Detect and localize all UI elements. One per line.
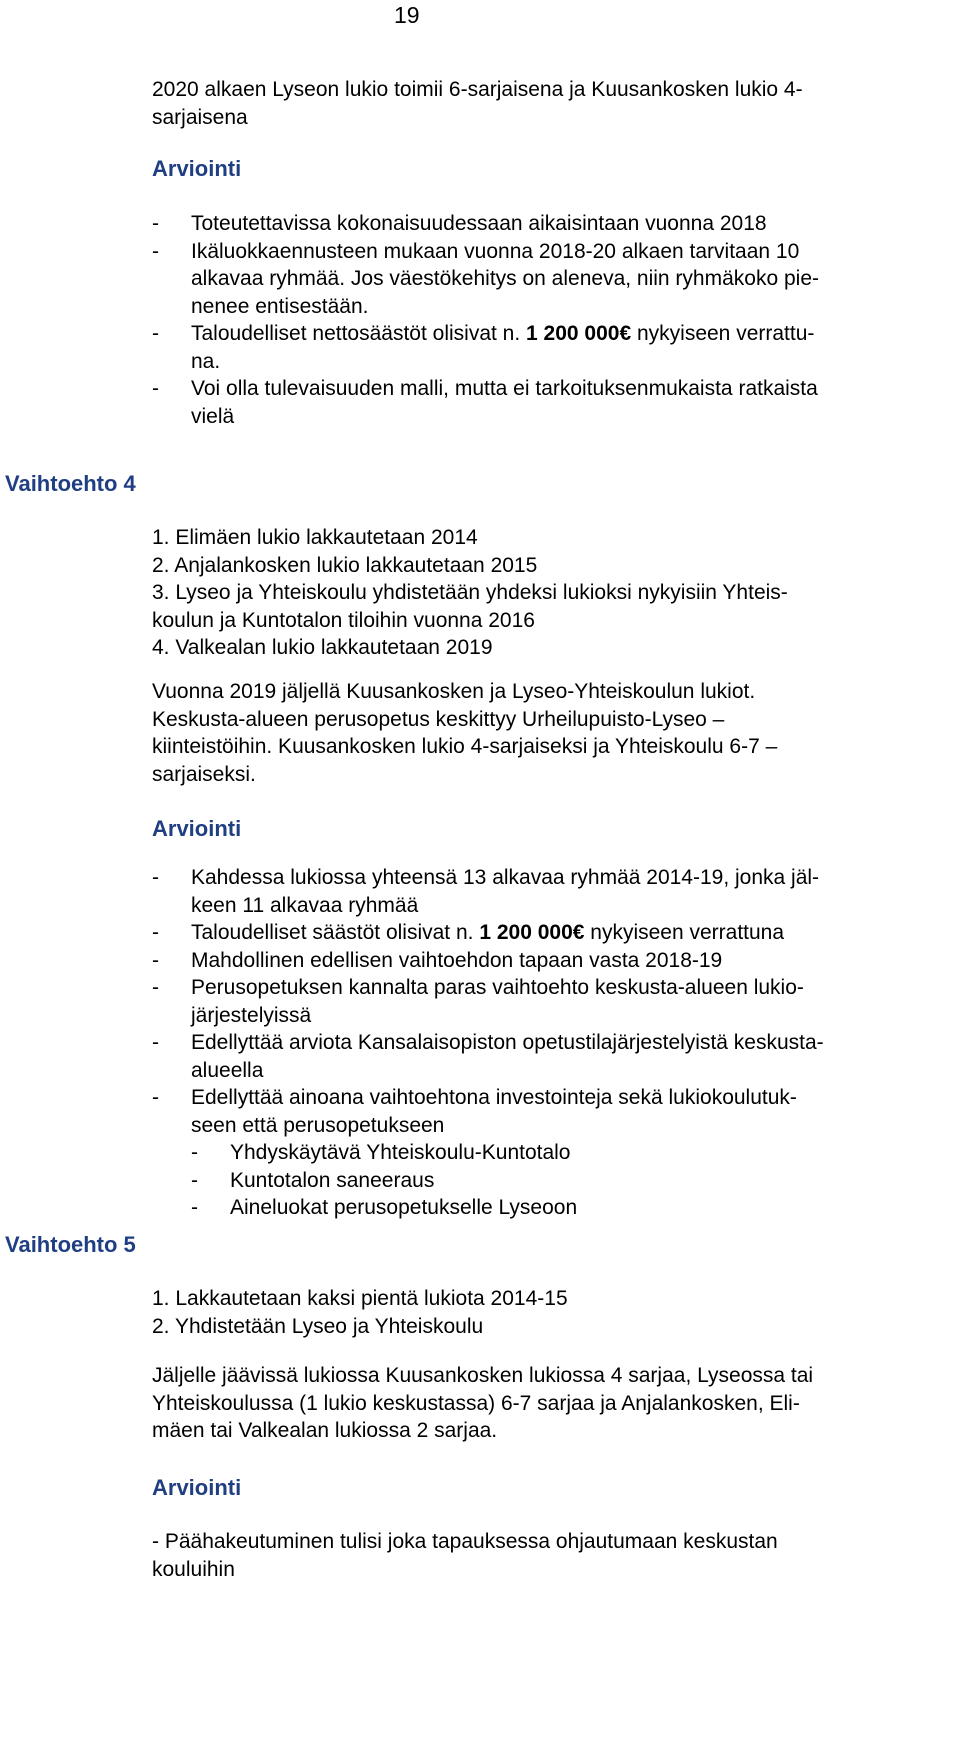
numbered-item: 3. Lyseo ja Yhteiskoulu yhdistetään yhdeksi lukioksi nykyisiin Yhteis-: [152, 581, 788, 604]
paragraph-line: - Päähakeutuminen tulisi joka tapauksessa ohjautumaan keskustan: [152, 1530, 778, 1553]
dash-bullet: -: [152, 921, 159, 944]
sub-list-item: [152, 1167, 942, 1195]
arviointi-list: [152, 210, 942, 430]
section-heading-vaihtoehto-5: Vaihtoehto 5: [5, 1232, 136, 1257]
list-item: [152, 947, 942, 975]
list-item-text: keen 11 alkavaa ryhmää: [191, 893, 419, 917]
list-item-text: seen että perusopetukseen: [191, 1113, 445, 1137]
arviointi-list: [152, 864, 942, 1222]
intro-line: 2020 alkaen Lyseon lukio toimii 6-sarjaisena ja Kuusankosken lukio 4-: [152, 78, 803, 101]
dash-bullet: -: [152, 866, 159, 889]
list-item-text: järjestelyissä: [191, 1003, 312, 1027]
sub-list-item: [152, 1139, 942, 1167]
dash-bullet: -: [152, 212, 159, 235]
amount-bold: 1 200 000€: [479, 921, 585, 944]
summary-line: Yhteiskoulussa (1 lukio keskustassa) 6-7 sarjaa ja Anjalankosken, Eli-: [152, 1391, 800, 1415]
list-item-text: Taloudelliset nettosäästöt olisivat n. 1 200 000€ nykyiseen verrattu-: [191, 322, 815, 345]
dash-bullet: -: [152, 1086, 159, 1109]
vaihtoehto-5-summary: [152, 1362, 942, 1445]
list-item: [152, 864, 942, 919]
section-heading-vaihtoehto-4: Vaihtoehto 4: [5, 471, 136, 496]
section-heading-arviointi: Arviointi: [152, 816, 242, 841]
vaihtoehto-4-steps: [152, 524, 942, 662]
section-heading-arviointi: Arviointi: [152, 1475, 242, 1500]
list-item-text: Edellyttää arviota Kansalaisopiston opetustilajärjestelyistä keskusta-: [191, 1031, 824, 1054]
list-item-text: nenee entisestään.: [191, 294, 369, 318]
list-item-text: Toteutettavissa kokonaisuudessaan aikaisintaan vuonna 2018: [191, 212, 767, 235]
summary-line: sarjaiseksi.: [152, 762, 256, 786]
list-item-text: alkavaa ryhmää. Jos väestökehitys on aleneva, niin ryhmäkoko pie-: [191, 267, 819, 290]
list-item: [152, 1029, 942, 1084]
summary-line: Vuonna 2019 jäljellä Kuusankosken ja Lyseo-Yhteiskoulun lukiot.: [152, 680, 756, 703]
dash-bullet: -: [152, 239, 159, 263]
dash-bullet: -: [152, 322, 159, 345]
list-item: [152, 320, 942, 375]
vaihtoehto-4-summary: [152, 678, 942, 788]
list-item-text: Perusopetuksen kannalta paras vaihtoehto keskusta-alueen lukio-: [191, 976, 804, 999]
list-item-text: Taloudelliset säästöt olisivat n. 1 200 000€ nykyiseen verrattuna: [191, 921, 785, 944]
dash-bullet: -: [152, 948, 159, 972]
summary-line: kiinteistöihin. Kuusankosken lukio 4-sarjaiseksi ja Yhteiskoulu 6-7 –: [152, 735, 778, 758]
list-item: [152, 210, 942, 238]
intro-paragraph: [152, 76, 932, 131]
list-item: [152, 1084, 942, 1139]
dash-bullet: -: [191, 1168, 198, 1192]
list-item-text: Kahdessa lukiossa yhteensä 13 alkavaa ryhmää 2014-19, jonka jäl-: [191, 866, 820, 889]
numbered-item: 1. Elimäen lukio lakkautetaan 2014: [152, 526, 478, 549]
summary-line: Keskusta-alueen perusopetus keskittyy Urheilupuisto-Lyseo –: [152, 707, 725, 731]
list-item: [152, 974, 942, 1029]
list-item-text: Voi olla tulevaisuuden malli, mutta ei tarkoituksenmukaista ratkaista: [191, 377, 818, 400]
list-item-text: vielä: [191, 404, 235, 428]
sub-item-text: Aineluokat perusopetukselle Lyseoon: [230, 1196, 578, 1219]
list-item: [152, 919, 942, 947]
list-item-text: na.: [191, 349, 221, 373]
list-item-text: Edellyttää ainoana vaihtoehtona investointeja sekä lukiokoulutuk-: [191, 1086, 797, 1109]
list-item: [152, 375, 942, 430]
list-item-text: Ikäluokkaennusteen mukaan vuonna 2018-20 alkaen tarvitaan 10: [191, 239, 800, 263]
list-item-text: alueella: [191, 1058, 264, 1082]
sub-item-text: Yhdyskäytävä Yhteiskoulu-Kuntotalo: [230, 1141, 571, 1164]
summary-line: Jäljelle jäävissä lukiossa Kuusankosken lukiossa 4 sarjaa, Lyseossa tai: [152, 1364, 814, 1387]
numbered-item: 2. Yhdistetään Lyseo ja Yhteiskoulu: [152, 1314, 484, 1338]
intro-line: sarjaisena: [152, 105, 248, 129]
summary-line: mäen tai Valkealan lukiossa 2 sarjaa.: [152, 1419, 498, 1442]
arviointi-3-text: [152, 1528, 942, 1583]
vaihtoehto-5-steps: [152, 1285, 942, 1340]
list-item: [152, 238, 942, 321]
amount-bold: 1 200 000€: [526, 322, 632, 345]
numbered-item: 1. Lakkautetaan kaksi pientä lukiota 2014-15: [152, 1287, 568, 1310]
numbered-item: 4. Valkealan lukio lakkautetaan 2019: [152, 636, 493, 659]
dash-bullet: -: [152, 976, 159, 999]
dash-bullet: -: [152, 377, 159, 400]
dash-bullet: -: [191, 1196, 198, 1219]
numbered-item: koulun ja Kuntotalon tiloihin vuonna 2016: [152, 608, 535, 632]
page-number: 19: [394, 2, 420, 28]
section-heading-arviointi: Arviointi: [152, 156, 242, 181]
dash-bullet: -: [191, 1141, 198, 1164]
numbered-item: 2. Anjalankosken lukio lakkautetaan 2015: [152, 553, 538, 577]
list-item-text: Mahdollinen edellisen vaihtoehdon tapaan vasta 2018-19: [191, 948, 723, 972]
dash-bullet: -: [152, 1031, 159, 1054]
sub-item-text: Kuntotalon saneeraus: [230, 1168, 435, 1192]
paragraph-line: kouluihin: [152, 1557, 235, 1581]
sub-list-item: [152, 1194, 942, 1222]
